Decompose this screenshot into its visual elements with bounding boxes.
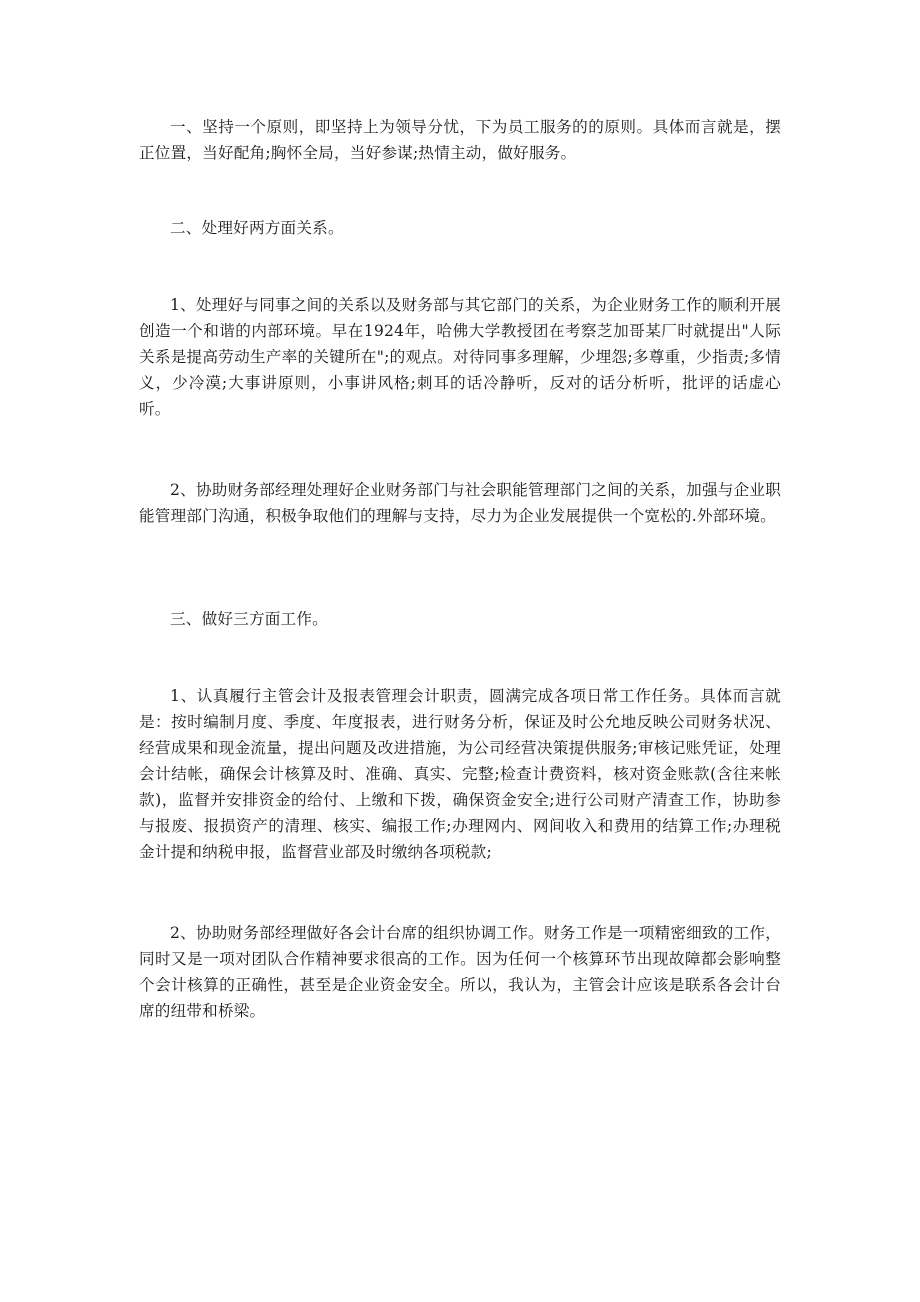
section-heading-work: 三、做好三方面工作。 <box>170 610 328 628</box>
work-item-duties: 1、认真履行主管会计及报表管理会计职责，圆满完成各项日常工作任务。具体而言就是：按时编制月度、季度、年度报表，进行财务分析，保证及时公允地反映公司财务状况、经营成果和现金流量，提出问题及改进措施，为公司经营决策提供服务;审核记账凭证，处理会计结帐，确保会计核算及时、准确、真实、完整;检查计费资料，核对资金账款(含往来帐款)，监督并安排资金的给付、上缴和下拨，确保资金安全;进行公司财产清查工作，协助参与报废、报损资产的清理、核实、编报工作;办理网内、网间收入和费用的结算工作;办理税金计提和纳税申报，监督营业部及时缴纳各项税款; <box>139 687 781 861</box>
principle-paragraph: 一、坚持一个原则，即坚持上为领导分忧，下为员工服务的的原则。具体而言就是，摆正位置，当好配角;胸怀全局，当好参谋;热情主动，做好服务。 <box>139 118 781 162</box>
work-item-coordination: 2、协助财务部经理做好各会计台席的组织协调工作。财务工作是一项精密细致的工作，同时又是一项对团队合作精神要求很高的工作。因为任何一个核算环节出现故障都会影响整个会计核算的正确性，甚至是企业资金安全。所以，我认为，主管会计应该是联系各会计台席的纽带和桥梁。 <box>139 924 781 1020</box>
relation-item-external: 2、协助财务部经理处理好企业财务部门与社会职能管理部门之间的关系，加强与企业职能管理部门沟通，积极争取他们的理解与支持，尽力为企业发展提供一个宽松的.外部环境。 <box>139 481 781 525</box>
relation-item-colleagues: 1、处理好与同事之间的关系以及财务部与其它部门的关系，为企业财务工作的顺利开展创造一个和谐的内部环境。早在1924年，哈佛大学教授团在考察芝加哥某厂时就提出"人际关系是提高劳动生产率的关键所在";的观点。对待同事多理解，少埋怨;多尊重，少指责;多情义，少冷漠;大事讲原则，小事讲风格;刺耳的话冷静听，反对的话分析听，批评的话虚心听。 <box>139 296 781 418</box>
section-heading-relations: 二、处理好两方面关系。 <box>170 219 344 237</box>
